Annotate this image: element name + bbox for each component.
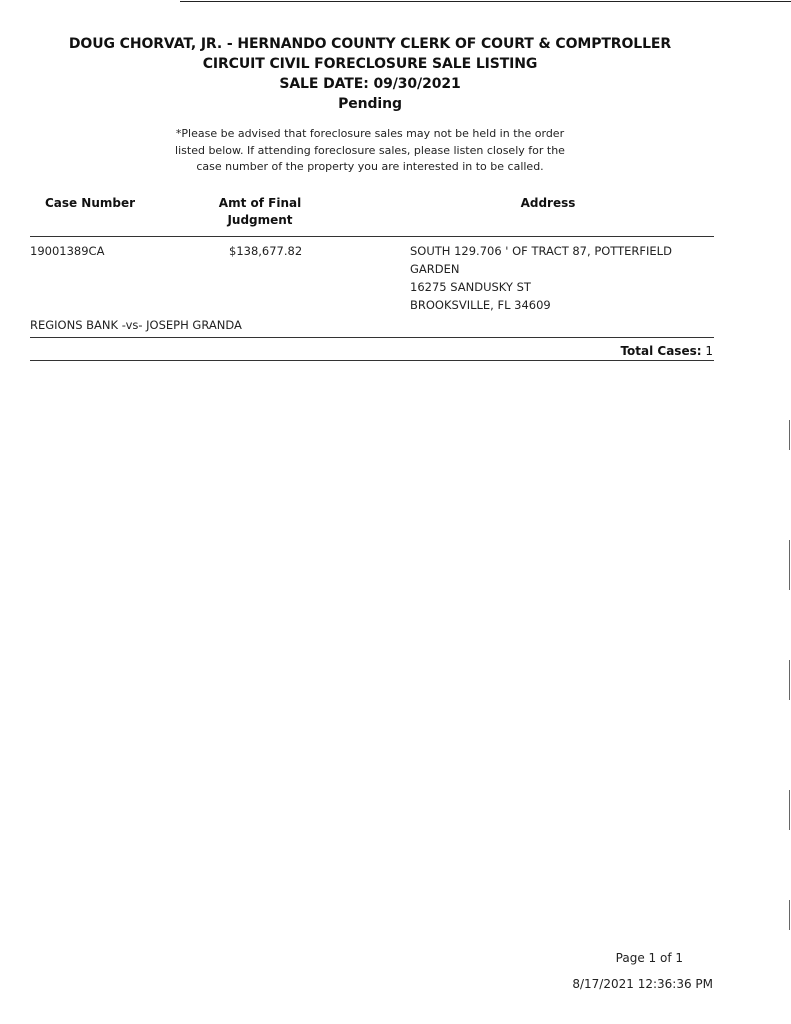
address-line: BROOKSVILLE, FL 34609 [410,298,551,312]
total-cases-value: 1 [705,344,713,358]
scan-edge-mark [789,420,790,450]
address-line: SOUTH 129.706 ' OF TRACT 87, POTTERFIELD [410,244,672,258]
column-header-address: Address [520,196,576,210]
judgment-amount: $138,677.82 [229,244,303,258]
notice-line: listed below. If attending foreclosure sales, please listen closely for the [175,143,565,157]
sale-notice [140,126,600,176]
print-timestamp: 8/17/2021 12:36:36 PM [572,977,713,991]
page-number: Page 1 of 1 [615,951,683,965]
notice-line: case number of the property you are interested in to be called. [196,160,544,173]
column-header-amount-line: Amt of Final [218,196,302,210]
address-line: 16275 SANDUSKY ST [410,280,531,294]
scan-top-edge [180,1,791,2]
case-parties: REGIONS BANK -vs- JOSEPH GRANDA [30,318,242,332]
scan-edge-mark [789,660,790,700]
notice-line: *Please be advised that foreclosure sales may not be held in the order [175,127,565,140]
scan-edge-mark [789,900,790,930]
column-header-case-number: Case Number [44,196,136,210]
total-cases [620,343,713,359]
sale-date: SALE DATE: 09/30/2021 [279,76,461,92]
clerk-title: DOUG CHORVAT, JR. - HERNANDO COUNTY CLERK OF COURT & COMPTROLLER [68,36,672,52]
case-number: 19001389CA [30,244,105,258]
report-title: CIRCUIT CIVIL FORECLOSURE SALE LISTING [202,56,538,72]
total-cases-label: Total Cases: [620,344,702,358]
report-header [0,34,740,114]
sale-status: Pending [338,96,402,112]
address-line: GARDEN [410,262,460,276]
scan-edge-mark [789,790,790,830]
totals-divider-top [30,337,714,338]
totals-divider-bottom [30,360,714,361]
column-header-amount-line: Judgment [227,213,293,227]
column-header-amount [200,195,320,229]
header-divider [30,236,714,237]
scan-edge-mark [789,540,790,590]
